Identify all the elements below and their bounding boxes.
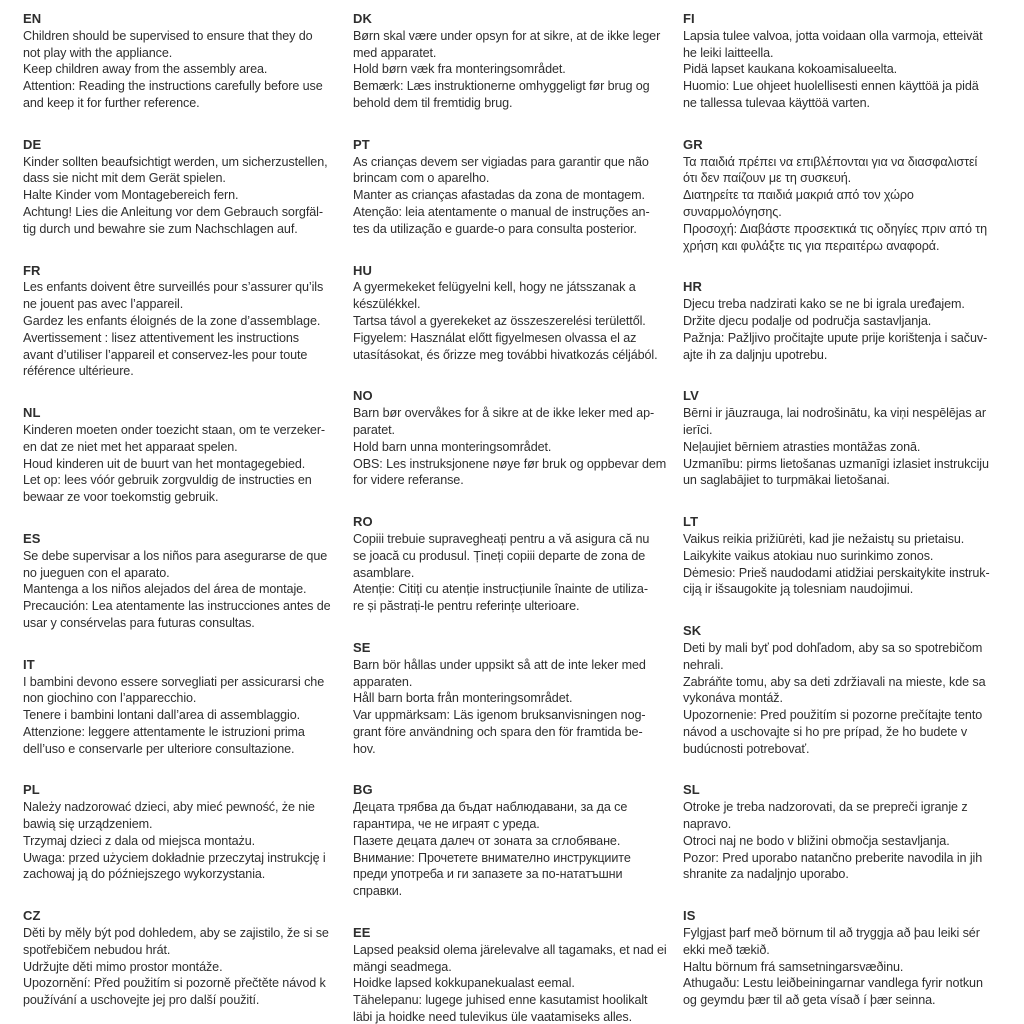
instruction-line: Se debe supervisar a los niños para asegurarse de que <box>23 548 328 563</box>
instruction-line: usar y consérvelas para futuras consultas. <box>23 615 255 630</box>
instruction-line: behold dem til fremtidig brug. <box>353 95 513 110</box>
instruction-line: Gardez les enfants éloignés de la zone d’assemblage. <box>23 313 321 328</box>
instruction-line: og geymdu þær til að geta vísað í þær seinna. <box>683 993 936 1008</box>
language-section-bg <box>353 782 661 900</box>
instruction-line: bewaar ze voor toekomstig gebruik. <box>23 490 219 505</box>
instruction-line: Barn bør overvåkes for å sikre at de ikke leker med ap- <box>353 406 655 421</box>
language-code-heading: SK <box>683 623 702 639</box>
instruction-line: Tenere i bambini lontani dall’area di assemblaggio. <box>23 708 301 723</box>
instruction-line: shranite za nadaljnjo uporabo. <box>683 867 849 882</box>
instruction-line: un saglabājiet to turpmākai lietošanai. <box>683 473 890 488</box>
instruction-line: Пазете децата далеч от зоната за сглобяване. <box>353 833 621 848</box>
instruction-line: référence ultérieure. <box>23 364 134 379</box>
instruction-line: гарантира, че не играят с уреда. <box>353 817 540 832</box>
instruction-line: for videre referanse. <box>353 473 464 488</box>
instruction-line: Bērni ir jāuzrauga, lai nodrošinātu, ka viņi nespēlējas ar <box>683 406 986 421</box>
instruction-line: Figyelem: Használat előtt figyelmesen olvassa el az <box>353 330 637 345</box>
instruction-line: Houd kinderen uit de buurt van het montagegebied. <box>23 456 306 471</box>
instruction-line: avant d’utiliser l’appareil et conservez-les pour toute <box>23 347 308 362</box>
instruction-line: budúcnosti potrebovať. <box>683 741 810 756</box>
instruction-line: Dėmesio: Prieš naudodami atidžiai perskaitykite instruk- <box>683 565 990 580</box>
instruction-line: paratet. <box>353 422 395 437</box>
instruction-line: Copiii trebuie supravegheați pentru a vă asigura că nu <box>353 531 650 546</box>
instruction-line: no jueguen con el aparato. <box>23 565 170 580</box>
instruction-line: apparaten. <box>353 674 413 689</box>
instruction-line: Držite djecu podalje od područja sastavljanja. <box>683 313 932 328</box>
instruction-line: hov. <box>353 741 376 756</box>
language-section-lv <box>683 388 991 489</box>
instruction-line: Προσοχή: Διαβάστε προσεκτικά τις οδηγίες πριν από τη <box>683 221 988 236</box>
instruction-line: bawią się urządzeniem. <box>23 817 153 832</box>
instruction-line: používání a uschovejte jej pro další použití. <box>23 993 260 1008</box>
instruction-line: Barn bör hållas under uppsikt så att de inte leker med <box>353 657 646 672</box>
column-right <box>683 11 991 1024</box>
column-middle <box>353 11 667 1024</box>
instruction-line: Pidä lapset kaukana kokoamisalueelta. <box>683 62 898 77</box>
instruction-line: Håll barn borta från monteringsområdet. <box>353 691 573 706</box>
instruction-line: ierīci. <box>683 422 713 437</box>
language-section-ro <box>353 514 661 615</box>
instruction-line: Vaikus reikia prižiūrėti, kad jie nežaistų su prietaisu. <box>683 531 965 546</box>
instruction-line: Fylgjast þarf með börnum til að tryggja að þau leiki sér <box>683 926 980 941</box>
instruction-line: Laikykite vaikus atokiau nuo surinkimo zonos. <box>683 548 934 563</box>
instruction-line: asamblare. <box>353 565 415 580</box>
instruction-line: ajte ih za daljnju upotrebu. <box>683 347 828 362</box>
instruction-line: Keep children away from the assembly area. <box>23 62 268 77</box>
instruction-line: As crianças devem ser vigiadas para garantir que não <box>353 154 649 169</box>
instruction-line: Hoidke lapsed kokkupanekualast eemal. <box>353 976 575 991</box>
instruction-line: nehrali. <box>683 657 724 672</box>
language-section-de <box>23 137 331 238</box>
instruction-line: Djecu treba nadzirati kako se ne bi igrala uređajem. <box>683 297 965 312</box>
language-code-heading: HR <box>683 279 702 295</box>
instruction-line: dell’uso e conservarle per ulteriore consultazione. <box>23 741 295 756</box>
instruction-line: návod a uschovajte si ho pre prípad, že ho budete v <box>683 724 968 739</box>
instruction-line: tes da utilização e guarde-o para consulta posterior. <box>353 221 637 236</box>
language-code-heading: HU <box>353 262 372 278</box>
instruction-line: napravo. <box>683 817 732 832</box>
language-code-heading: DE <box>23 136 42 152</box>
instruction-line: tig durch und bewahre sie zum Nachschlagen auf. <box>23 221 298 236</box>
instruction-line: ότι δεν παίζουν με τη συσκευή. <box>683 171 852 186</box>
language-code-heading: PL <box>23 782 40 798</box>
instruction-line: Mantenga a los niños alejados del área de montaje. <box>23 582 307 597</box>
instruction-line: Pažnja: Pažljivo pročitajte upute prije korištenja i sačuv- <box>683 330 988 345</box>
instruction-line: med apparatet. <box>353 45 437 60</box>
instruction-line: spotřebičem nebudou hrát. <box>23 942 171 957</box>
instruction-line: I bambini devono essere sorvegliati per assicurarsi che <box>23 674 325 689</box>
instruction-line: преди употреба и ги запазете за по-нататъшни <box>353 867 623 882</box>
instruction-line: mängi seadmega. <box>353 959 452 974</box>
instruction-line: läbi ja hoidke need tulevikus üle vaatamiseks alles. <box>353 1010 633 1024</box>
instruction-line: Tähelepanu: lugege juhised enne kasutamist hoolikalt <box>353 993 648 1008</box>
language-code-heading: EE <box>353 925 371 941</box>
language-section-gr <box>683 137 991 255</box>
instruction-line: Avertissement : lisez attentivement les instructions <box>23 330 299 345</box>
language-section-pl <box>23 782 331 883</box>
instruction-line: Uwaga: przed użyciem dokładnie przeczytaj instrukcję i <box>23 850 326 865</box>
language-code-heading: RO <box>353 514 373 530</box>
instruction-line: Внимание: Прочетете внимателно инструкциите <box>353 850 631 865</box>
language-code-heading: LT <box>683 514 699 530</box>
instruction-line: he leiki laitteella. <box>683 45 774 60</box>
instruction-line: Manter as crianças afastadas da zona de montagem. <box>353 188 645 203</box>
instruction-line: Var uppmärksam: Läs igenom bruksanvisningen nog- <box>353 708 646 723</box>
language-code-heading: ES <box>23 530 41 546</box>
instruction-line: Lapsed peaksid olema järelevalve all tagamaks, et nad ei <box>353 942 667 957</box>
instruction-line: Otroci naj ne bodo v bližini območja sestavljanja. <box>683 833 950 848</box>
instruction-line: συναρμολόγησης. <box>683 204 782 219</box>
instruction-line: not play with the appliance. <box>23 45 173 60</box>
language-code-heading: DK <box>353 11 372 26</box>
instruction-line: Hold barn unna monteringsområdet. <box>353 439 552 454</box>
instruction-line: Børn skal være under opsyn for at sikre, at de ikke leger <box>353 28 661 43</box>
language-section-lt <box>683 514 991 598</box>
language-section-en <box>23 11 331 112</box>
instruction-line: Lapsia tulee valvoa, jotta voidaan olla varmoja, etteivät <box>683 28 983 43</box>
instruction-line: Attenzione: leggere attentamente le istruzioni prima <box>23 724 305 739</box>
language-code-heading: NL <box>23 405 41 421</box>
instruction-line: Atenție: Citiți cu atenție instrucțiunile înainte de utiliza- <box>353 582 648 597</box>
instruction-line: ne tallessa tulevaa käyttöä varten. <box>683 95 870 110</box>
language-section-hu <box>353 263 661 364</box>
language-code-heading: NO <box>353 388 373 404</box>
instruction-line: non giochino con l’apparecchio. <box>23 691 197 706</box>
instruction-line: se joacă cu produsul. Țineți copiii departe de zona de <box>353 548 646 563</box>
instruction-line: and keep it for further reference. <box>23 95 200 110</box>
instruction-line: ne jouent pas avec l’appareil. <box>23 297 184 312</box>
instruction-line: zachowaj ją do późniejszego wykorzystania. <box>23 867 266 882</box>
instruction-line: Uzmanību: pirms lietošanas uzmanīgi izlasiet instrukciju <box>683 456 989 471</box>
instruction-line: Hold børn væk fra monteringsområdet. <box>353 62 566 77</box>
instruction-line: Kinderen moeten onder toezicht staan, om te verzeker- <box>23 422 326 437</box>
instruction-line: Udržujte děti mimo prostor montáže. <box>23 959 223 974</box>
language-section-hr <box>683 279 991 363</box>
instruction-line: справки. <box>353 884 403 899</box>
instruction-line: A gyermekeket felügyelni kell, hogy ne játsszanak a <box>353 280 636 295</box>
language-code-heading: SE <box>353 639 371 655</box>
language-code-heading: LV <box>683 388 699 404</box>
instruction-line: Należy nadzorować dzieci, aby mieć pewność, że nie <box>23 800 315 815</box>
language-section-es <box>23 531 331 632</box>
instruction-line: brincam com o aparelho. <box>353 171 490 186</box>
instruction-line: Les enfants doivent être surveillés pour s’assurer qu’ils <box>23 280 324 295</box>
instruction-line: Let op: lees vóór gebruik zorgvuldig de instructies en <box>23 473 312 488</box>
instruction-line: Τα παιδιά πρέπει να επιβλέπονται για να διασφαλιστεί <box>683 154 978 169</box>
language-section-cz <box>23 908 331 1009</box>
instruction-line: en dat ze niet met het apparaat spelen. <box>23 439 238 454</box>
instruction-line: Děti by měly být pod dohledem, aby se zajistilo, že si se <box>23 926 329 941</box>
instruction-line: OBS: Les instruksjonene nøye før bruk og oppbevar dem <box>353 456 667 471</box>
instruction-line: Huomio: Lue ohjeet huolellisesti ennen käyttöä ja pidä <box>683 79 979 94</box>
instruction-line: ciją ir išsaugokite ją tolesniam naudojimui. <box>683 582 914 597</box>
instruction-line: Neļaujiet bērniem atrasties montāžas zonā. <box>683 439 921 454</box>
language-code-heading: CZ <box>23 908 41 924</box>
instruction-line: Attention: Reading the instructions carefully before use <box>23 79 323 94</box>
instruction-line: utasításokat, és őrizze meg további hivatkozás céljából. <box>353 347 658 362</box>
language-section-se <box>353 640 661 758</box>
instruction-line: Bemærk: Læs instruktionerne omhyggeligt før brug og <box>353 79 650 94</box>
language-section-pt <box>353 137 661 238</box>
instruction-line: Децата трябва да бъдат наблюдавани, за да се <box>353 800 628 815</box>
instruction-line: Halte Kinder vom Montagebereich fern. <box>23 188 239 203</box>
language-code-heading: FR <box>23 262 41 278</box>
language-section-dk <box>353 11 661 112</box>
language-section-sl <box>683 782 991 883</box>
instruction-line: Atenção: leia atentamente o manual de instruções an- <box>353 204 650 219</box>
language-code-heading: IT <box>23 656 35 672</box>
language-code-heading: EN <box>23 11 42 26</box>
instruction-line: grant före användning och spara den för framtida be- <box>353 724 643 739</box>
instruction-line: Kinder sollten beaufsichtigt werden, um sicherzustellen, <box>23 154 328 169</box>
language-code-heading: PT <box>353 136 370 152</box>
instruction-line: Deti by mali byť pod dohľadom, aby sa so spotrebičom <box>683 640 983 655</box>
instruction-line: Otroke je treba nadzorovati, da se prepreči igranje z <box>683 800 968 815</box>
language-section-ee <box>353 925 667 1024</box>
instruction-line: Haltu börnum frá samsetningarsvæðinu. <box>683 959 904 974</box>
instruction-line: Zabráňte tomu, aby sa deti zdržiavali na mieste, kde sa <box>683 674 986 689</box>
instruction-line: Pozor: Pred uporabo natančno preberite navodila in jih <box>683 850 983 865</box>
instruction-line: Upozornenie: Pred použitím si pozorne prečítajte tento <box>683 708 983 723</box>
instruction-line: Διατηρείτε τα παιδιά μακριά από τον χώρο <box>683 188 914 203</box>
language-section-fr <box>23 263 331 381</box>
language-section-it <box>23 657 331 758</box>
instruction-line: χρήση και φυλάξτε τις για περαιτέρω αναφορά. <box>683 238 940 253</box>
instruction-line: Tartsa távol a gyerekeket az összeszerelési területtől. <box>353 313 646 328</box>
language-section-nl <box>23 405 331 506</box>
instruction-line: Trzymaj dzieci z dala od miejsca montażu. <box>23 833 256 848</box>
instruction-line: Children should be supervised to ensure that they do <box>23 28 313 43</box>
language-section-fi <box>683 11 991 112</box>
language-code-heading: SL <box>683 782 700 798</box>
instruction-line: Athugaðu: Lestu leiðbeiningarnar vandlega fyrir notkun <box>683 976 983 991</box>
instruction-line: re și păstrați-le pentru referințe ulterioare. <box>353 599 580 614</box>
instruction-line: készülékkel. <box>353 297 421 312</box>
language-code-heading: IS <box>683 908 696 924</box>
column-left <box>23 11 331 1024</box>
language-section-is <box>683 908 991 1009</box>
instruction-line: ekki með tækið. <box>683 942 770 957</box>
language-code-heading: BG <box>353 782 373 798</box>
instruction-line: dass sie nicht mit dem Gerät spielen. <box>23 171 226 186</box>
language-section-sk <box>683 623 991 757</box>
language-code-heading: GR <box>683 136 703 152</box>
language-code-heading: FI <box>683 11 695 26</box>
language-section-no <box>353 388 667 489</box>
instruction-line: vykonáva montáž. <box>683 691 783 706</box>
instruction-line: Upozornění: Před použitím si pozorně přečtěte návod k <box>23 976 326 991</box>
instruction-line: Achtung! Lies die Anleitung vor dem Gebrauch sorgfäl- <box>23 204 323 219</box>
instruction-line: Precaución: Lea atentamente las instrucciones antes de <box>23 599 331 614</box>
